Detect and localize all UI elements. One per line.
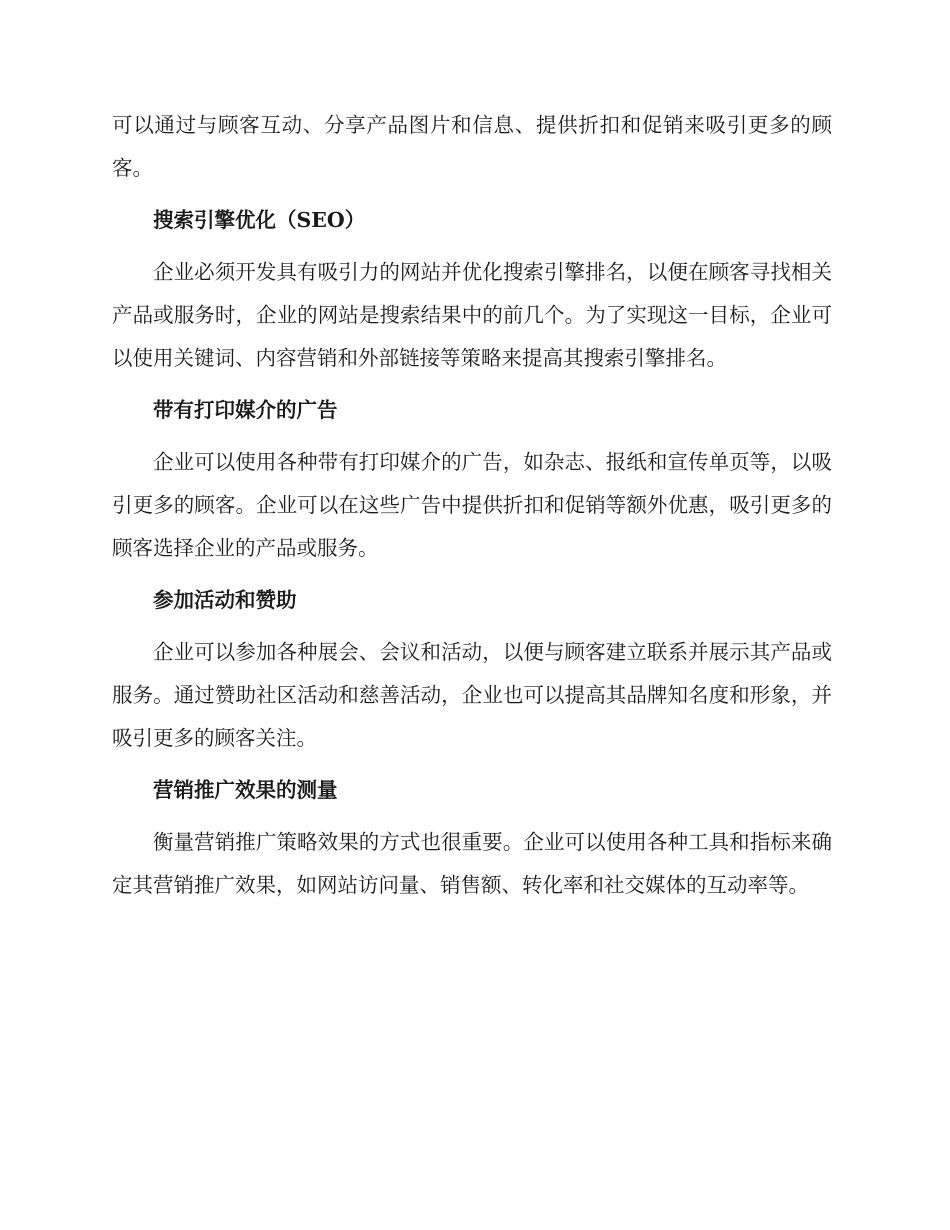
- paragraph-social-media-continued: 可以通过与顾客互动、分享产品图片和信息、提供折扣和促销来吸引更多的顾客。: [112, 113, 832, 180]
- paragraph-events-sponsorship: 企业可以参加各种展会、会议和活动，以便与顾客建立联系并展示其产品或服务。通过赞助社区活动和慈善活动，企业也可以提高其品牌知名度和形象，并吸引更多的顾客关注。: [112, 640, 832, 750]
- paragraph-seo: 企业必须开发具有吸引力的网站并优化搜索引擎排名，以便在顾客寻找相关产品或服务时，企业的网站是搜索结果中的前几个。为了实现这一目标，企业可以使用关键词、内容营销和外部链接等策略来提高其搜索引擎排名。: [112, 260, 832, 370]
- heading-print-ads: 带有打印媒介的广告: [153, 398, 338, 422]
- heading-measurement: 营销推广效果的测量: [153, 778, 338, 802]
- paragraph-measurement: 衡量营销推广策略效果的方式也很重要。企业可以使用各种工具和指标来确定其营销推广效果，如网站访问量、销售额、转化率和社交媒体的互动率等。: [112, 830, 832, 897]
- paragraph-print-ads: 企业可以使用各种带有打印媒介的广告，如杂志、报纸和宣传单页等，以吸引更多的顾客。企业可以在这些广告中提供折扣和促销等额外优惠，吸引更多的顾客选择企业的产品或服务。: [112, 450, 832, 560]
- heading-seo: 搜索引擎优化（SEO）: [153, 208, 366, 232]
- heading-events-sponsorship: 参加活动和赞助: [153, 588, 297, 612]
- document-page: [112, 104, 832, 907]
